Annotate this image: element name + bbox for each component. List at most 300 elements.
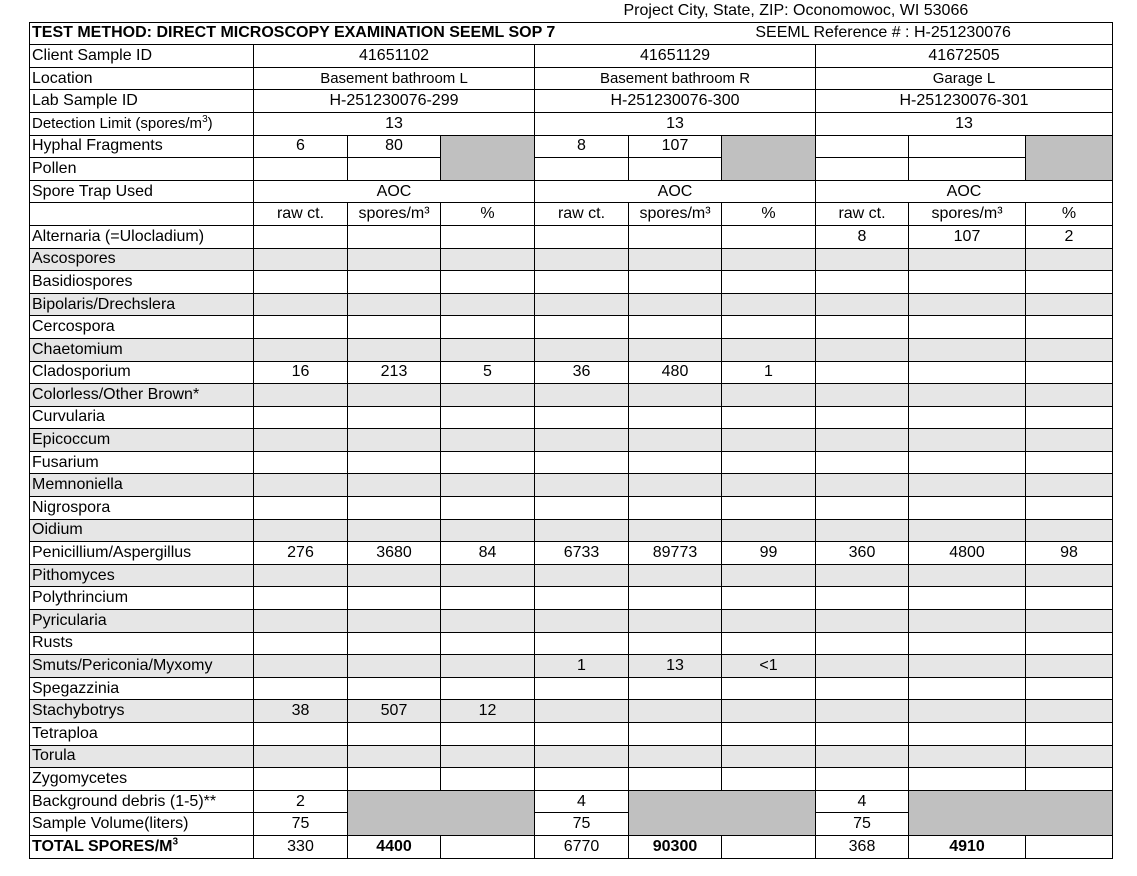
- organism-value: [816, 271, 909, 294]
- column-header-row: [30, 203, 1113, 226]
- organism-value: [722, 723, 816, 746]
- organism-value: [722, 745, 816, 768]
- organism-value: [1026, 316, 1113, 339]
- organism-value: [629, 429, 722, 452]
- organism-value: [909, 632, 1026, 655]
- hyphal-label: Hyphal Fragments: [30, 135, 254, 158]
- organism-value: [722, 768, 816, 791]
- organism-value: [535, 248, 629, 271]
- organism-name: Cercospora: [30, 316, 254, 339]
- organism-row: [30, 293, 1113, 316]
- organism-name: Pithomyces: [30, 564, 254, 587]
- client-sample-id-row-sample-3: 41672505: [816, 45, 1113, 68]
- total-spores-1: 4400: [348, 835, 441, 858]
- organism-value: [1026, 451, 1113, 474]
- location-row-label: Location: [30, 67, 254, 90]
- organism-value: [1026, 587, 1113, 610]
- organism-value: [535, 519, 629, 542]
- organism-value: [254, 225, 348, 248]
- client-sample-id-row-sample-2: 41651129: [535, 45, 816, 68]
- organism-value: [441, 768, 535, 791]
- organism-value: [722, 677, 816, 700]
- hyphal-spores-3: [909, 135, 1026, 158]
- detection-limit-sample-2: 13: [535, 112, 816, 135]
- organism-row: [30, 723, 1113, 746]
- organism-value: [722, 316, 816, 339]
- organism-value: 6733: [535, 542, 629, 565]
- organism-value: [348, 474, 441, 497]
- organism-value: [909, 361, 1026, 384]
- lab-sample-id-row-sample-1: H-251230076-299: [254, 90, 535, 113]
- location-row-sample-2: Basement bathroom R: [535, 67, 816, 90]
- organism-value: 38: [254, 700, 348, 723]
- organism-value: [909, 248, 1026, 271]
- organism-value: [348, 248, 441, 271]
- pollen-spores-3: [909, 158, 1026, 181]
- organism-value: [909, 474, 1026, 497]
- organism-value: [441, 429, 535, 452]
- organism-value: [1026, 745, 1113, 768]
- organism-row: [30, 519, 1113, 542]
- organism-value: [722, 338, 816, 361]
- organism-value: [722, 451, 816, 474]
- organism-row: [30, 677, 1113, 700]
- organism-value: [254, 474, 348, 497]
- organism-value: [254, 338, 348, 361]
- organism-value: [348, 451, 441, 474]
- organism-row: [30, 768, 1113, 791]
- organism-row: [30, 564, 1113, 587]
- hyphal-spores-1: 80: [348, 135, 441, 158]
- raw-ct-header-1: raw ct.: [254, 203, 348, 226]
- organism-value: [1026, 632, 1113, 655]
- hyphal-raw-2: 8: [535, 135, 629, 158]
- organism-value: 36: [535, 361, 629, 384]
- organism-value: [722, 519, 816, 542]
- organism-value: [629, 497, 722, 520]
- organism-value: [348, 225, 441, 248]
- organism-name: Alternaria (=Ulocladium): [30, 225, 254, 248]
- client-sample-id-row-label: Client Sample ID: [30, 45, 254, 68]
- client-sample-id-row-sample-1: 41651102: [254, 45, 535, 68]
- organism-value: [909, 677, 1026, 700]
- organism-row: [30, 406, 1113, 429]
- location-row: [30, 67, 1113, 90]
- organism-value: 99: [722, 542, 816, 565]
- debris-shaded-2: [629, 790, 816, 813]
- volume-value-2: 75: [535, 813, 629, 836]
- organism-name: Fusarium: [30, 451, 254, 474]
- organism-value: [441, 745, 535, 768]
- organism-row: [30, 271, 1113, 294]
- organism-row: [30, 610, 1113, 633]
- organism-value: [629, 519, 722, 542]
- volume-shaded-2: [629, 813, 816, 836]
- pollen-raw-2: [535, 158, 629, 181]
- organism-value: [909, 768, 1026, 791]
- organism-value: [254, 248, 348, 271]
- organism-name: Rusts: [30, 632, 254, 655]
- organism-value: [722, 406, 816, 429]
- organism-value: [441, 677, 535, 700]
- organism-value: [535, 406, 629, 429]
- organism-value: [816, 655, 909, 678]
- organism-value: [254, 451, 348, 474]
- organism-value: [348, 723, 441, 746]
- organism-value: [629, 677, 722, 700]
- organism-value: [348, 406, 441, 429]
- organism-value: [441, 497, 535, 520]
- organism-value: [441, 338, 535, 361]
- pollen-shaded-2: [722, 158, 816, 181]
- detection-limit-sample-3: 13: [816, 112, 1113, 135]
- organism-value: [254, 564, 348, 587]
- organism-value: [816, 248, 909, 271]
- organism-name: Colorless/Other Brown*: [30, 384, 254, 407]
- organism-value: [1026, 700, 1113, 723]
- total-raw-1: 330: [254, 835, 348, 858]
- organism-value: [535, 316, 629, 339]
- organism-value: [441, 474, 535, 497]
- organism-value: [254, 293, 348, 316]
- organism-row: [30, 429, 1113, 452]
- spore-trap-row-sample-2: AOC: [535, 180, 816, 203]
- hyphal-raw-1: 6: [254, 135, 348, 158]
- debris-value-1: 2: [254, 790, 348, 813]
- organism-value: [909, 745, 1026, 768]
- organism-value: [909, 700, 1026, 723]
- organism-value: [629, 768, 722, 791]
- organism-row: [30, 745, 1113, 768]
- organism-name: Chaetomium: [30, 338, 254, 361]
- lab-sample-id-row-label: Lab Sample ID: [30, 90, 254, 113]
- total-blank-3: [1026, 835, 1113, 858]
- organism-value: [816, 564, 909, 587]
- organism-value: [909, 497, 1026, 520]
- organism-value: 12: [441, 700, 535, 723]
- pollen-raw-3: [816, 158, 909, 181]
- organism-value: [722, 610, 816, 633]
- spores-m3-header-1: spores/m³: [348, 203, 441, 226]
- organism-value: [629, 316, 722, 339]
- organism-value: [816, 474, 909, 497]
- organism-value: 107: [909, 225, 1026, 248]
- seeml-reference: [722, 22, 1113, 45]
- organism-value: [535, 225, 629, 248]
- organism-value: [816, 316, 909, 339]
- total-spores-2: 90300: [629, 835, 722, 858]
- organism-row: [30, 316, 1113, 339]
- organism-value: [1026, 293, 1113, 316]
- organism-value: [909, 587, 1026, 610]
- organism-value: [441, 587, 535, 610]
- organism-value: [441, 316, 535, 339]
- organism-value: [722, 429, 816, 452]
- spores-m3-header-3: spores/m³: [909, 203, 1026, 226]
- organism-row: [30, 632, 1113, 655]
- raw-ct-header-2: raw ct.: [535, 203, 629, 226]
- organism-value: [1026, 768, 1113, 791]
- organism-row: [30, 338, 1113, 361]
- organism-value: [816, 632, 909, 655]
- organism-name: Pyricularia: [30, 610, 254, 633]
- organism-value: [629, 474, 722, 497]
- organism-value: [254, 610, 348, 633]
- organism-value: 360: [816, 542, 909, 565]
- detection-limit-label: Detection Limit $(spores/m^3)$: [30, 112, 254, 135]
- background-debris-label: Background debris (1-5)**: [30, 790, 254, 813]
- organism-value: [535, 474, 629, 497]
- project-city-value: Oconomowoc, WI 53066: [793, 1, 969, 19]
- organism-value: [909, 293, 1026, 316]
- pollen-spores-1: [348, 158, 441, 181]
- test-method-text: TEST METHOD: DIRECT MICROSCOPY EXAMINATION SEEML SOP 7: [32, 24, 556, 42]
- organism-name: Tetraploa: [30, 723, 254, 746]
- organism-value: [629, 248, 722, 271]
- organism-value: [909, 451, 1026, 474]
- organism-value: [348, 429, 441, 452]
- organism-value: [441, 271, 535, 294]
- organism-row: [30, 248, 1113, 271]
- organism-value: [909, 271, 1026, 294]
- debris-value-2: 4: [535, 790, 629, 813]
- organism-row: [30, 384, 1113, 407]
- organism-value: 84: [441, 542, 535, 565]
- total-blank-1: [441, 835, 535, 858]
- percent-header-1: %: [441, 203, 535, 226]
- organism-value: [254, 384, 348, 407]
- organism-value: [722, 632, 816, 655]
- organism-value: [816, 700, 909, 723]
- organism-name: Torula: [30, 745, 254, 768]
- project-city-label: Project City, State, ZIP:: [623, 1, 789, 19]
- organism-value: [629, 271, 722, 294]
- pollen-row: [30, 158, 1113, 181]
- organism-value: [816, 723, 909, 746]
- volume-value-3: 75: [816, 813, 909, 836]
- organism-value: [348, 564, 441, 587]
- organism-value: [909, 384, 1026, 407]
- organism-value: [441, 406, 535, 429]
- organism-value: [629, 632, 722, 655]
- organism-value: [722, 497, 816, 520]
- organism-value: [816, 451, 909, 474]
- organism-value: [722, 271, 816, 294]
- organism-name: Oidium: [30, 519, 254, 542]
- spore-trap-row-label: Spore Trap Used: [30, 180, 254, 203]
- percent-header-3: %: [1026, 203, 1113, 226]
- organism-value: [348, 610, 441, 633]
- organism-name: Penicillium/Aspergillus: [30, 542, 254, 565]
- organism-value: [722, 293, 816, 316]
- organism-value: [348, 497, 441, 520]
- organism-value: 13: [629, 655, 722, 678]
- organism-value: [816, 497, 909, 520]
- organism-value: [441, 610, 535, 633]
- volume-shaded-3: [909, 813, 1113, 836]
- organism-value: [348, 316, 441, 339]
- organism-value: [348, 745, 441, 768]
- organism-name: Epicoccum: [30, 429, 254, 452]
- organism-value: [535, 610, 629, 633]
- organism-value: 1: [722, 361, 816, 384]
- pollen-raw-1: [254, 158, 348, 181]
- organism-row: [30, 542, 1113, 565]
- organism-value: [348, 587, 441, 610]
- lab-sample-id-row-sample-2: H-251230076-300: [535, 90, 816, 113]
- organism-value: [816, 677, 909, 700]
- organism-value: [722, 384, 816, 407]
- organism-value: [535, 564, 629, 587]
- organism-value: [441, 293, 535, 316]
- project-city-row: [30, 0, 1113, 22]
- organism-value: [1026, 271, 1113, 294]
- organism-value: [254, 497, 348, 520]
- organism-row: [30, 655, 1113, 678]
- organism-value: [535, 384, 629, 407]
- organism-value: [535, 745, 629, 768]
- organism-value: [254, 723, 348, 746]
- organism-value: [909, 429, 1026, 452]
- organism-value: [816, 745, 909, 768]
- total-blank-2: [722, 835, 816, 858]
- spore-trap-row-sample-1: AOC: [254, 180, 535, 203]
- organism-value: [535, 293, 629, 316]
- organism-value: [909, 723, 1026, 746]
- organism-value: [535, 768, 629, 791]
- organism-value: [816, 429, 909, 452]
- organism-value: [909, 338, 1026, 361]
- pollen-spores-2: [629, 158, 722, 181]
- organism-value: [441, 225, 535, 248]
- organism-value: [1026, 338, 1113, 361]
- raw-ct-header-3: raw ct.: [816, 203, 909, 226]
- organism-row: [30, 587, 1113, 610]
- organism-value: [348, 384, 441, 407]
- organism-value: [441, 632, 535, 655]
- organism-name: Cladosporium: [30, 361, 254, 384]
- organism-value: [629, 225, 722, 248]
- organism-value: 2: [1026, 225, 1113, 248]
- organism-value: [1026, 429, 1113, 452]
- organism-value: 8: [816, 225, 909, 248]
- organism-value: [816, 361, 909, 384]
- percent-header-2: %: [722, 203, 816, 226]
- organism-value: [1026, 384, 1113, 407]
- organism-value: [629, 745, 722, 768]
- organism-value: 16: [254, 361, 348, 384]
- organism-value: [722, 474, 816, 497]
- organism-name: Ascospores: [30, 248, 254, 271]
- organism-row: [30, 497, 1113, 520]
- organism-value: [1026, 610, 1113, 633]
- volume-value-1: 75: [254, 813, 348, 836]
- organism-value: [535, 587, 629, 610]
- total-spores-label: TOTAL SPORES/$M^3$: [30, 835, 254, 858]
- organism-value: [909, 316, 1026, 339]
- hyphal-shaded-2: [722, 135, 816, 158]
- organism-value: [909, 519, 1026, 542]
- detection-limit-row: [30, 112, 1113, 135]
- sample-volume-label: Sample Volume(liters): [30, 813, 254, 836]
- pollen-label: Pollen: [30, 158, 254, 181]
- organism-value: 276: [254, 542, 348, 565]
- organism-value: [254, 587, 348, 610]
- hyphal-spores-2: 107: [629, 135, 722, 158]
- organism-value: [909, 610, 1026, 633]
- organism-value: [816, 384, 909, 407]
- organism-value: [816, 768, 909, 791]
- test-method-row: [30, 22, 1113, 45]
- lab-sample-id-row: [30, 90, 1113, 113]
- organism-value: [254, 677, 348, 700]
- sample-volume-row: [30, 813, 1113, 836]
- organism-value: [254, 745, 348, 768]
- organism-value: [1026, 519, 1113, 542]
- organism-value: [535, 451, 629, 474]
- hyphal-shaded-3: [1026, 135, 1113, 158]
- organism-value: 507: [348, 700, 441, 723]
- debris-shaded-3: [909, 790, 1113, 813]
- organism-value: [254, 406, 348, 429]
- organism-value: [535, 271, 629, 294]
- location-row-sample-3: Garage L: [816, 67, 1113, 90]
- organism-value: [1026, 723, 1113, 746]
- debris-value-3: 4: [816, 790, 909, 813]
- organism-value: [441, 451, 535, 474]
- organism-name: Bipolaris/Drechslera: [30, 293, 254, 316]
- organism-row: [30, 361, 1113, 384]
- organism-value: [535, 338, 629, 361]
- hyphal-raw-3: [816, 135, 909, 158]
- organism-value: 98: [1026, 542, 1113, 565]
- hyphal-shaded-1: [441, 135, 535, 158]
- organism-value: [629, 293, 722, 316]
- organism-value: [1026, 474, 1113, 497]
- organism-value: [722, 564, 816, 587]
- total-raw-3: 368: [816, 835, 909, 858]
- organism-name: Zygomycetes: [30, 768, 254, 791]
- pollen-shaded-3: [1026, 158, 1113, 181]
- organism-value: [816, 587, 909, 610]
- column-header-blank: [30, 203, 254, 226]
- organism-value: [629, 700, 722, 723]
- organism-row: [30, 700, 1113, 723]
- organism-value: [348, 677, 441, 700]
- organism-value: [816, 338, 909, 361]
- organism-value: [348, 271, 441, 294]
- organism-value: [254, 519, 348, 542]
- hyphal-fragments-row: [30, 135, 1113, 158]
- organism-value: [629, 564, 722, 587]
- organism-value: [348, 632, 441, 655]
- organism-value: [1026, 677, 1113, 700]
- organism-value: [722, 248, 816, 271]
- seeml-ref-value: H-251230076: [913, 24, 1011, 42]
- organism-value: [348, 338, 441, 361]
- organism-value: [441, 723, 535, 746]
- organism-name: Smuts/Periconia/Myxomy: [30, 655, 254, 678]
- organism-value: [254, 768, 348, 791]
- client-sample-id-row: [30, 45, 1113, 68]
- organism-value: 5: [441, 361, 535, 384]
- organism-value: [441, 384, 535, 407]
- organism-value: [909, 564, 1026, 587]
- organism-name: Curvularia: [30, 406, 254, 429]
- organism-value: [1026, 248, 1113, 271]
- detection-limit-sample-1: 13: [254, 112, 535, 135]
- organism-value: [535, 632, 629, 655]
